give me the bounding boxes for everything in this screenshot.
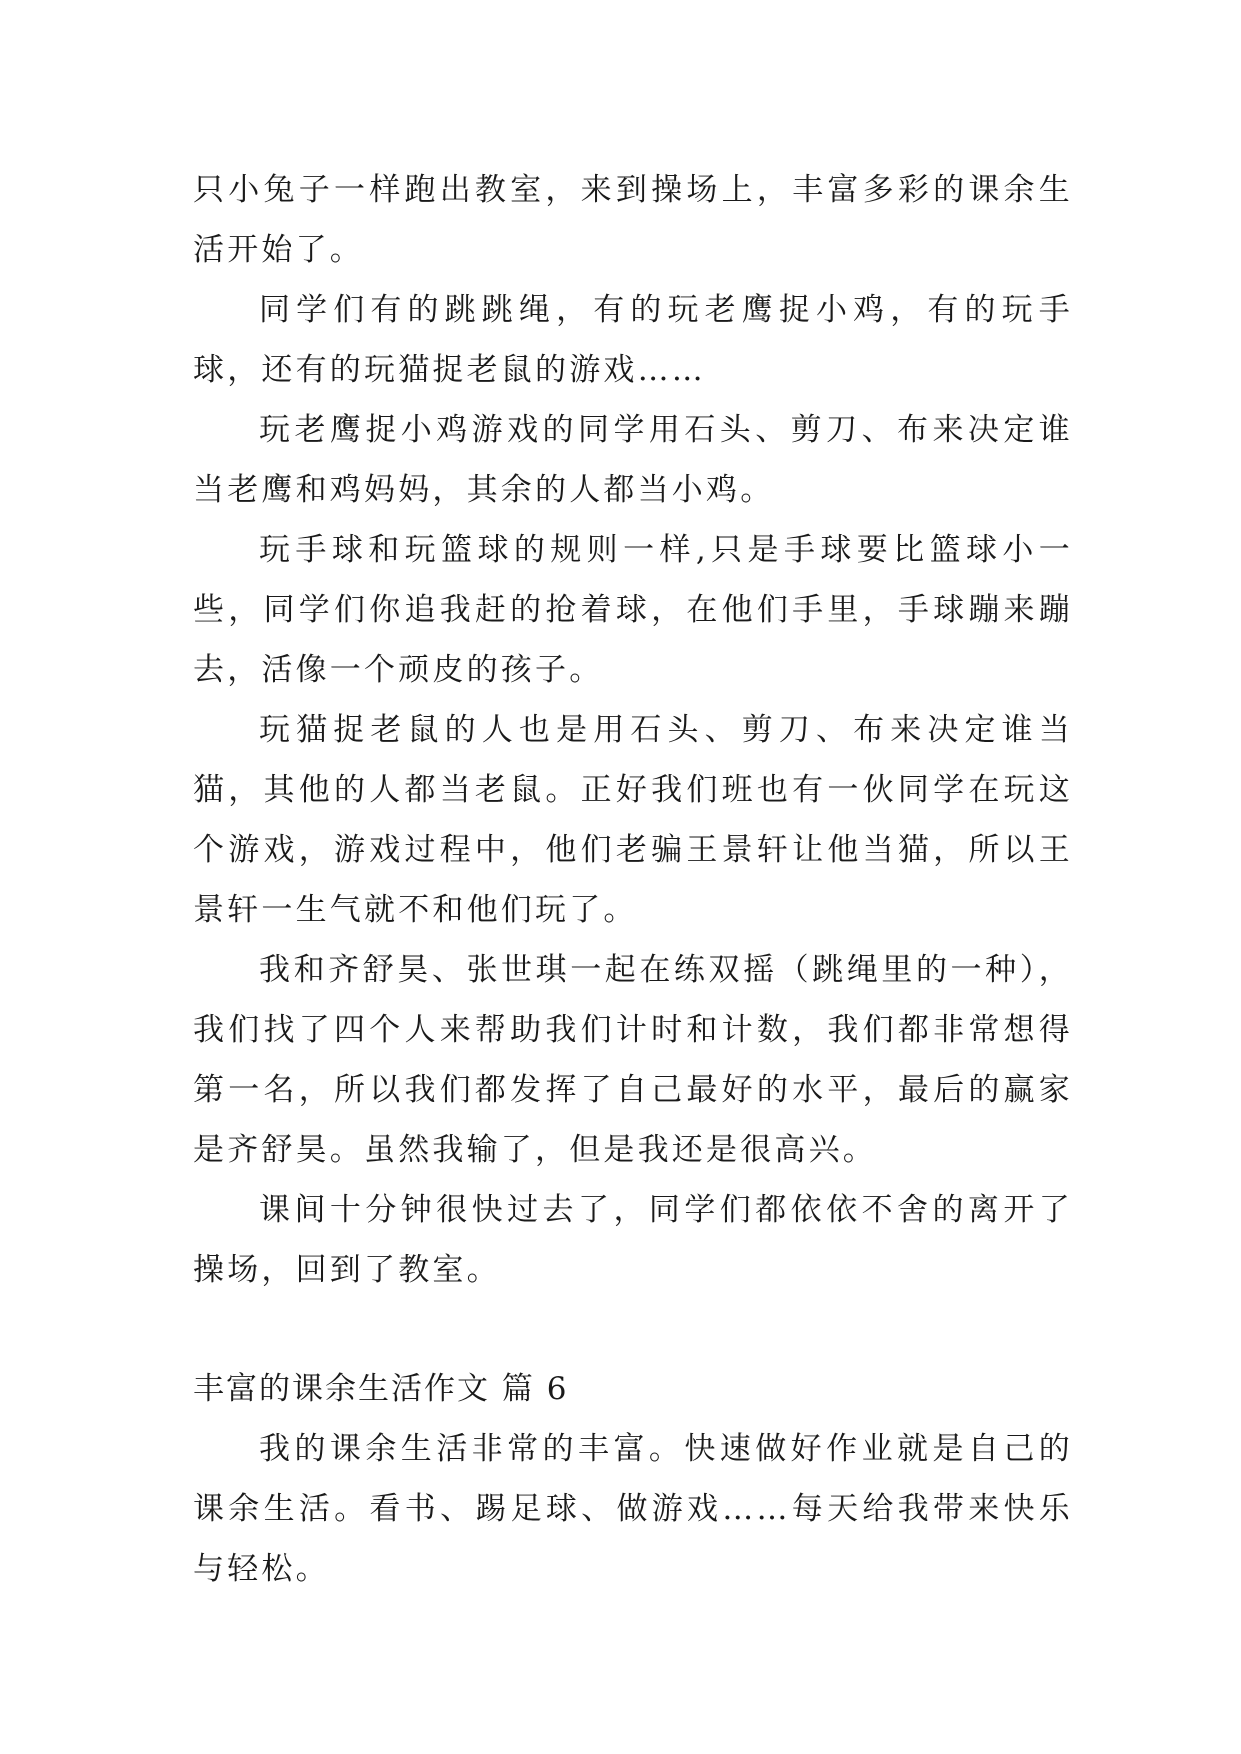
document-page: [193, 160, 1073, 1599]
paragraph: 玩手球和玩篮球的规则一样,只是手球要比篮球小一些，同学们你追我赶的抢着球，在他们手里，手球蹦来蹦去，活像一个顽皮的孩子。: [193, 532, 1073, 688]
paragraph: 同学们有的跳跳绳，有的玩老鹰捉小鸡，有的玩手球，还有的玩猫捉老鼠的游戏……: [193, 292, 1073, 388]
paragraph: 我和齐舒昊、张世琪一起在练双摇（跳绳里的一种），我们找了四个人来帮助我们计时和计数，我们都非常想得第一名，所以我们都发挥了自己最好的水平，最后的赢家是齐舒昊。虽然我输了，但是我还是很高兴。: [193, 952, 1073, 1168]
paragraph: 玩老鹰捉小鸡游戏的同学用石头、剪刀、布来决定谁当老鹰和鸡妈妈，其余的人都当小鸡。: [193, 412, 1073, 508]
paragraph: 课间十分钟很快过去了，同学们都依依不舍的离开了操场，回到了教室。: [193, 1192, 1073, 1288]
paragraph: 玩猫捉老鼠的人也是用石头、剪刀、布来决定谁当猫，其他的人都当老鼠。正好我们班也有一伙同学在玩这个游戏，游戏过程中，他们老骗王景轩让他当猫，所以王景轩一生气就不和他们玩了。: [193, 712, 1073, 928]
section-title: 丰富的课余生活作文 篇 6: [193, 1371, 569, 1407]
paragraph: 我的课余生活非常的丰富。快速做好作业就是自己的课余生活。看书、踢足球、做游戏……每天给我带来快乐与轻松。: [193, 1431, 1073, 1587]
paragraph: 只小兔子一样跑出教室，来到操场上，丰富多彩的课余生活开始了。: [193, 172, 1073, 268]
